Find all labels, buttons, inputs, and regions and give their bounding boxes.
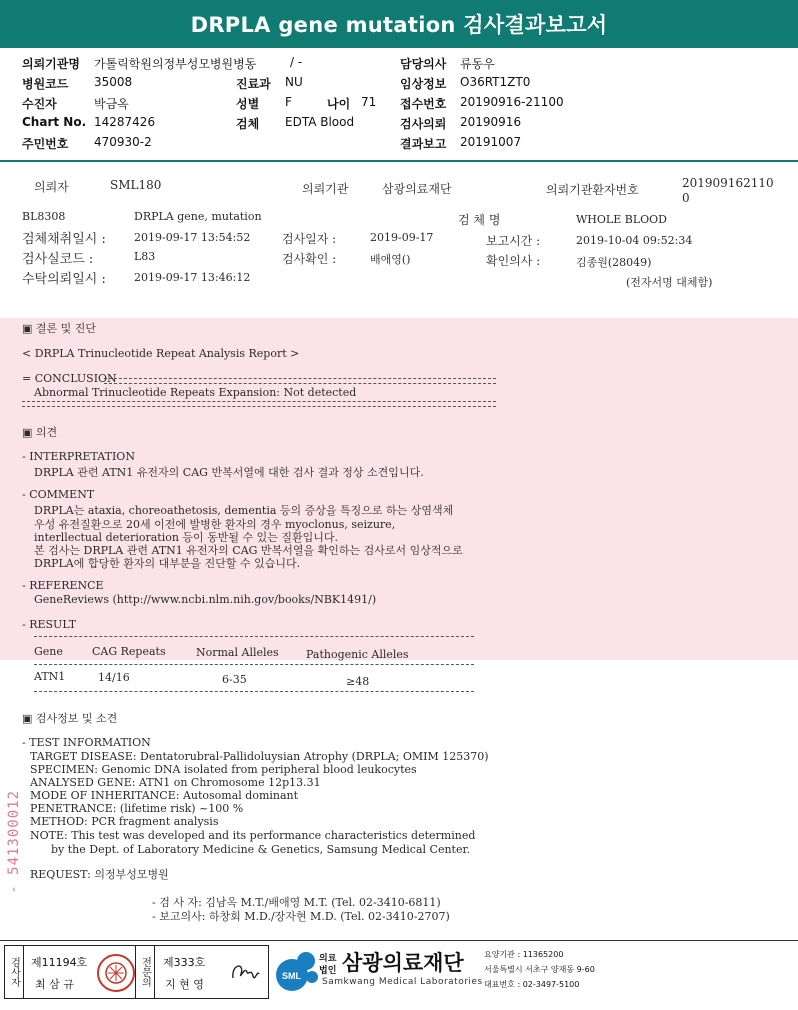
- org-english-name: Samkwang Medical Laboratories: [322, 977, 483, 987]
- staff-reporter: - 보고의사: 하창회 M.D./장자현 M.D. (Tel. 02-3410-2707): [152, 910, 450, 923]
- test-info-line: by the Dept. of Laboratory Medicine & Genetics, Samsung Medical Center.: [30, 843, 471, 856]
- table-header-cag: CAG Repeats: [92, 645, 166, 658]
- confirmer-value: 김종원(28049): [576, 256, 652, 269]
- header-label: 성별: [236, 97, 260, 111]
- org-name: 삼광의료재단: [342, 951, 464, 975]
- room-value: L83: [134, 250, 156, 263]
- table-cell-gene: ATN1: [34, 670, 66, 683]
- table-header-gene: Gene: [34, 645, 63, 658]
- specialist-license-no: 제333호: [163, 956, 206, 969]
- contact-line: 대표번호 : 02-3497-5100: [484, 980, 580, 989]
- requester-value: SML180: [110, 178, 162, 192]
- reference-text: GeneReviews (http://www.ncbi.nlm.nih.gov/books/NBK1491/): [34, 593, 377, 606]
- test-info-line: MODE OF INHERITANCE: Autosomal dominant: [30, 789, 299, 802]
- specimen-name-label: 검 체 명: [458, 213, 501, 227]
- sml-logo-text: SML: [282, 971, 301, 981]
- org-patient-no-value: 201909162110: [682, 176, 774, 190]
- test-info-line: SPECIMEN: Genomic DNA isolated from peripheral blood leukocytes: [30, 763, 417, 776]
- header-label: 병원코드: [22, 77, 69, 91]
- table-rule: [34, 636, 474, 637]
- table-cell-normal: 6-35: [222, 673, 247, 686]
- confirmer-label: 확인의사 :: [486, 254, 541, 268]
- comment-line: interllectual deterioration 등이 동반될 수 있는 질환입니다.: [34, 531, 339, 544]
- org-prefix-2: 법인: [319, 966, 337, 976]
- result-label: - RESULT: [22, 618, 77, 631]
- report-time-label: 보고시간 :: [486, 234, 541, 248]
- header-label: 결과보고: [400, 137, 447, 151]
- interpretation-text: DRPLA 관련 ATN1 유전자의 CAG 반복서열에 대한 검사 결과 정상 소견입니다.: [34, 466, 424, 479]
- test-date-value: 2019-09-17: [370, 231, 434, 244]
- header-value: F: [285, 95, 292, 109]
- footer: [0, 940, 798, 1010]
- contact-line: 서울특별시 서초구 양재동 9-60: [484, 965, 595, 974]
- double-rule: [104, 378, 496, 384]
- tester-name: 최 삼 규: [35, 978, 74, 991]
- header-value: 71: [361, 95, 377, 109]
- table-cell-cag: 14/16: [98, 671, 130, 684]
- table-rule: [34, 691, 474, 692]
- received-label: 수탁의뢰일시 :: [22, 272, 106, 287]
- header-row: [22, 75, 782, 93]
- section-conclusion-title: ▣ 결론 및 진단: [22, 322, 97, 335]
- requester-label: 의뢰자: [34, 180, 69, 194]
- interpretation-label: - INTERPRETATION: [22, 450, 135, 463]
- org-prefix-1: 의료: [319, 954, 337, 964]
- test-info-line: ANALYSED GENE: ATN1 on Chromosome 12p13.31: [30, 776, 321, 789]
- test-code: BL8308: [22, 210, 66, 223]
- header-value: 박금옥: [94, 97, 129, 111]
- test-info-line: TARGET DISEASE: Dentatorubral-Pallidoluysian Atrophy (DRPLA; OMIM 125370): [30, 750, 489, 763]
- collect-dt-label: 검체채취일시 :: [22, 232, 106, 247]
- double-rule: [22, 401, 496, 407]
- collect-dt-value: 2019-09-17 13:54:52: [134, 231, 251, 244]
- header-value: 류동우: [460, 57, 495, 71]
- specialist-col-label: 전문의: [136, 946, 155, 998]
- comment-line: DRPLA는 ataxia, choreoathetosis, dementia 등의 증상을 특징으로 하는 상염색체: [34, 504, 454, 517]
- sml-logo-icon: [272, 947, 320, 997]
- highlight-band: [0, 318, 798, 660]
- tester-seal: [97, 954, 135, 992]
- header-label: 수진자: [22, 97, 57, 111]
- test-info-label: - TEST INFORMATION: [22, 736, 151, 749]
- header-row: [22, 95, 782, 113]
- header-value: 20191007: [460, 135, 522, 149]
- confirm-label: 검사확인 :: [282, 252, 337, 266]
- table-cell-pathogenic: ≥48: [346, 675, 370, 688]
- comment-line: 우성 유전질환으로 20세 이전에 발병한 환자의 경우 myoclonus, seizure,: [34, 518, 396, 531]
- comment-line: DRPLA에 합당한 환자의 대부분을 진단할 수 있습니다.: [34, 557, 301, 570]
- comment-label: - COMMENT: [22, 488, 95, 501]
- table-header-normal: Normal Alleles: [196, 646, 279, 659]
- org-value: 삼광의료재단: [382, 182, 452, 196]
- org-patient-no-value-2: 0: [682, 191, 690, 205]
- specialist-name: 지 현 영: [165, 978, 204, 991]
- header-value: O36RT1ZT0: [460, 75, 531, 89]
- tester-license-no: 제11194호: [31, 956, 88, 969]
- header-label: Chart No.: [22, 115, 87, 129]
- conclusion-label: = CONCLUSION: [22, 372, 117, 385]
- test-info-line: PENETRANCE: (lifetime risk) ~100 %: [30, 802, 244, 815]
- header-value: 35008: [94, 75, 133, 89]
- table-header-pathogenic: Pathogenic Alleles: [306, 648, 409, 661]
- staff-tester: - 검 사 자: 김남옥 M.T./배애영 M.T. (Tel. 02-3410-6811): [152, 896, 441, 909]
- org-patient-no-label: 의뢰기관환자번호: [546, 183, 639, 197]
- report-time-value: 2019-10-04 09:52:34: [576, 234, 693, 247]
- table-rule: [34, 664, 474, 665]
- report-title: DRPLA gene mutation 검사결과보고서: [0, 0, 798, 48]
- test-info-line: METHOD: PCR fragment analysis: [30, 815, 219, 828]
- header-value: 470930-2: [94, 135, 152, 149]
- header-label: 나이: [327, 97, 351, 111]
- header-value: 20190916-21100: [460, 95, 564, 109]
- reference-label: - REFERENCE: [22, 579, 104, 592]
- header-value: 14287426: [94, 115, 156, 129]
- side-serial-number: - 541300012: [6, 790, 22, 894]
- specimen-name-value: WHOLE BLOOD: [576, 213, 667, 226]
- header-value: EDTA Blood: [285, 115, 355, 129]
- esign-note: (전자서명 대체함): [626, 276, 713, 289]
- test-date-label: 검사일자 :: [282, 232, 337, 246]
- header-divider: [0, 160, 798, 162]
- header-value: / -: [290, 55, 303, 69]
- header-value: NU: [285, 75, 303, 89]
- header-label: 의뢰기관명: [22, 57, 80, 71]
- confirm-value: 배애영(): [370, 253, 411, 266]
- received-value: 2019-09-17 13:46:12: [134, 271, 251, 284]
- header-label: 주민번호: [22, 137, 69, 151]
- header-label: 담당의사: [400, 57, 447, 71]
- test-name: DRPLA gene, mutation: [134, 210, 262, 223]
- room-label: 검사실코드 :: [22, 252, 94, 267]
- conclusion-text: Abnormal Trinucleotide Repeats Expansion: Not detected: [34, 386, 357, 399]
- header-row: [22, 135, 782, 153]
- header-label: 접수번호: [400, 97, 447, 111]
- header-label: 진료과: [236, 77, 271, 91]
- header-row: [22, 55, 782, 73]
- header-label: 검체: [236, 117, 260, 131]
- signature-box: [4, 945, 269, 999]
- header-value: 20190916: [460, 115, 522, 129]
- header-value: 가톨릭학원의정부성모병원병동: [94, 57, 257, 71]
- request-text: REQUEST: 의정부성모병원: [30, 868, 169, 881]
- org-label: 의뢰기관: [302, 182, 349, 196]
- tester-col-label: 검사자: [5, 946, 24, 998]
- section-info-title: ▣ 검사정보 및 소견: [22, 712, 118, 725]
- contact-line: 요양기관 : 11365200: [484, 950, 564, 959]
- comment-line: 본 검사는 DRPLA 관련 ATN1 유전자의 CAG 반복서열을 확인하는 검사로서 임상적으로: [34, 544, 463, 557]
- analysis-title: < DRPLA Trinucleotide Repeat Analysis Report >: [22, 347, 300, 360]
- section-opinion-title: ▣ 의견: [22, 426, 58, 439]
- test-info-line: NOTE: This test was developed and its performance characteristics determined: [30, 829, 476, 842]
- header-label: 임상정보: [400, 77, 447, 91]
- header-row: [22, 115, 782, 133]
- signature-mark: [227, 954, 263, 990]
- header-label: 검사의뢰: [400, 117, 447, 131]
